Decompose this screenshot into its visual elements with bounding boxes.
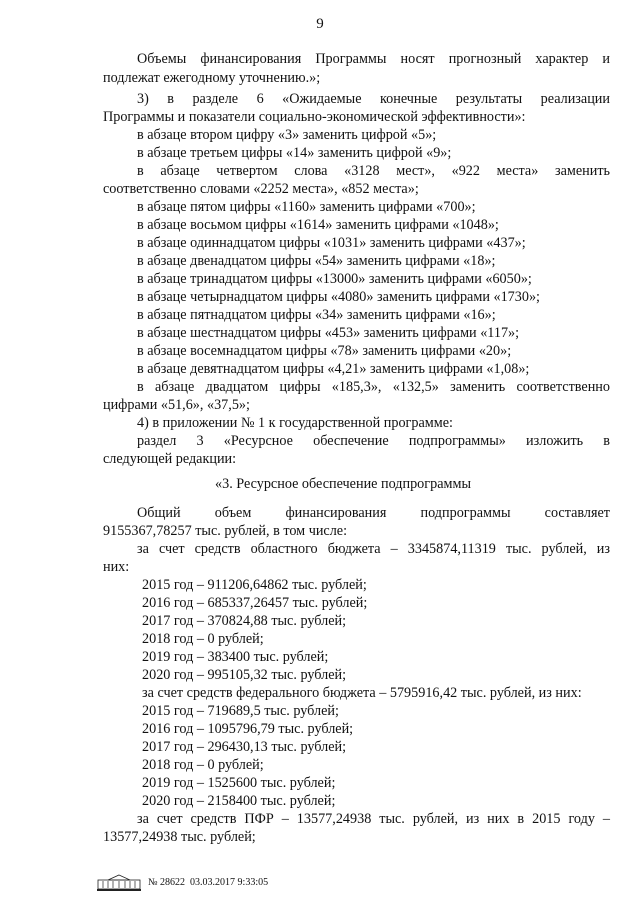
text-line: в абзаце тринадцатом цифры «13000» заменить цифрами «6050»; xyxy=(137,271,532,287)
text-line: них: xyxy=(103,559,130,575)
text-line: в абзаце восьмом цифры «1614» заменить цифрами «1048»; xyxy=(137,217,499,233)
text-line: Общий объем финансирования подпрограммы составляет xyxy=(137,505,610,521)
text-line: в абзаце четырнадцатом цифры «4080» заменить цифрами «1730»; xyxy=(137,289,540,305)
text-line: за счет средств областного бюджета – 3345874,11319 тыс. рублей, из xyxy=(137,541,610,557)
text-line: Объемы финансирования Программы носят прогнозный характер и xyxy=(137,51,610,67)
text-line: в абзаце двенадцатом цифры «54» заменить цифрами «18»; xyxy=(137,253,496,269)
text-line: 2017 год – 296430,13 тыс. рублей; xyxy=(142,739,347,755)
text-line: 2019 год – 383400 тыс. рублей; xyxy=(142,649,329,665)
text-line: в абзаце шестнадцатом цифры «453» заменить цифрами «117»; xyxy=(137,325,520,341)
text-line: 2015 год – 719689,5 тыс. рублей; xyxy=(142,703,339,719)
text-line: 2015 год – 911206,64862 тыс. рублей; xyxy=(142,577,367,593)
footer-stamp-text xyxy=(148,877,268,888)
text-line: в абзаце третьем цифры «14» заменить цифрой «9»; xyxy=(137,145,452,161)
text-line: в абзаце пятнадцатом цифры «34» заменить цифрами «16»; xyxy=(137,307,496,323)
text-line: 2016 год – 1095796,79 тыс. рублей; xyxy=(142,721,354,737)
text-line: за счет средств федерального бюджета – 5795916,42 тыс. рублей, из них: xyxy=(142,685,582,701)
text-line: раздел 3 «Ресурсное обеспечение подпрограммы» изложить в xyxy=(137,433,610,449)
text-line: 9155367,78257 тыс. рублей, в том числе: xyxy=(103,523,348,539)
text-line: в абзаце втором цифру «3» заменить цифрой «5»; xyxy=(137,127,437,143)
text-line: в абзаце двадцатом цифры «185,3», «132,5» заменить соответственно xyxy=(137,379,610,395)
text-line: 2018 год – 0 рублей; xyxy=(142,757,264,773)
building-logo-icon xyxy=(96,874,142,892)
text-line: подлежат ежегодному уточнению.»; xyxy=(103,70,321,86)
text-line: в абзаце девятнадцатом цифры «4,21» заменить цифрами «1,08»; xyxy=(137,361,530,377)
text-line: соответственно словами «2252 места», «852 места»; xyxy=(103,181,419,197)
section-heading: «3. Ресурсное обеспечение подпрограммы xyxy=(215,476,471,492)
text-line: 3) в разделе 6 «Ожидаемые конечные результаты реализации xyxy=(137,91,610,107)
text-line: 4) в приложении № 1 к государственной программе: xyxy=(137,415,453,431)
text-line: в абзаце восемнадцатом цифры «78» заменить цифрами «20»; xyxy=(137,343,512,359)
text-line: в абзаце одиннадцатом цифры «1031» заменить цифрами «437»; xyxy=(137,235,526,251)
text-line: цифрами «51,6», «37,5»; xyxy=(103,397,250,413)
text-line: Программы и показатели социально-экономической эффективности»: xyxy=(103,109,526,125)
page-number: 9 xyxy=(316,16,324,32)
text-line: 2017 год – 370824,88 тыс. рублей; xyxy=(142,613,347,629)
text-line: 13577,24938 тыс. рублей; xyxy=(103,829,256,845)
text-line: следующей редакции: xyxy=(103,451,237,467)
doc-datetime: 03.03.2017 9:33:05 xyxy=(190,877,269,888)
text-line: 2016 год – 685337,26457 тыс. рублей; xyxy=(142,595,368,611)
text-line: 2020 год – 2158400 тыс. рублей; xyxy=(142,793,336,809)
text-line: 2019 год – 1525600 тыс. рублей; xyxy=(142,775,336,791)
text-line: за счет средств ПФР – 13577,24938 тыс. рублей, из них в 2015 году – xyxy=(137,811,610,827)
text-line: 2018 год – 0 рублей; xyxy=(142,631,264,647)
text-line: 2020 год – 995105,32 тыс. рублей; xyxy=(142,667,347,683)
footer xyxy=(96,874,396,894)
text-line: в абзаце пятом цифры «1160» заменить цифрами «700»; xyxy=(137,199,476,215)
doc-number: № 28622 xyxy=(148,877,186,888)
text-line: в абзаце четвертом слова «3128 мест», «922 места» заменить xyxy=(137,163,610,179)
